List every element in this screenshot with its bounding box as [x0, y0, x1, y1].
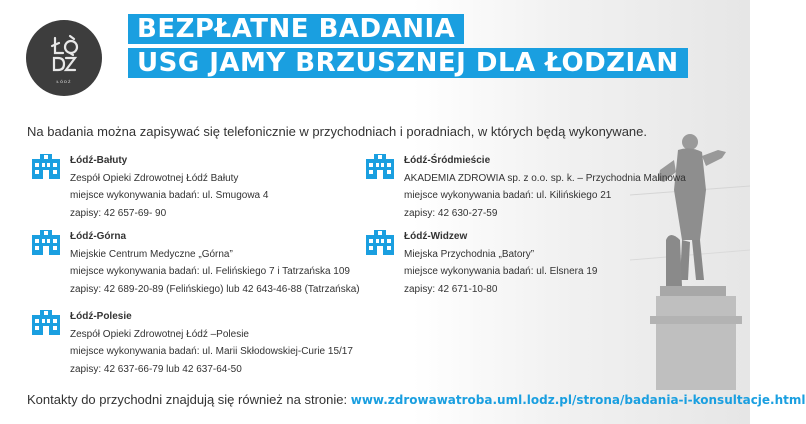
clinic-text [70, 228, 360, 298]
clinic-phone: zapisy: 42 637-66-79 lub 42 637-64-50 [70, 363, 242, 375]
clinic-phone: zapisy: 42 630-27-59 [404, 207, 498, 219]
clinic-place: miejsce wykonywania badań: ul. Kilińskiego 21 [404, 190, 612, 201]
clinic-place: miejsce wykonywania badań: ul. Smugowa 4 [70, 190, 269, 201]
clinic-name: AKADEMIA ZDROWIA sp. z o.o. sp. k. – Przychodnia Malinowa [404, 172, 686, 184]
clinic-place: miejsce wykonywania badań: ul. Elsnera 19 [404, 266, 598, 277]
clinic-text [70, 152, 268, 222]
statue-image [630, 90, 750, 390]
intro-text: Na badania można zapisywać się telefonicznie w przychodniach i poradniach, w których będą wykonywane. [27, 124, 648, 139]
title-line-2: USG JAMY BRZUSZNEJ DLA ŁODZIAN [128, 48, 688, 78]
building-icon [366, 229, 394, 255]
building-icon [32, 229, 60, 255]
clinic-text [404, 152, 686, 222]
footer [27, 392, 806, 407]
clinic-district: Łódź-Bałuty [70, 155, 128, 166]
clinic-district: Łódź-Górna [70, 231, 127, 242]
title-line-1: BEZPŁATNE BADANIA [128, 14, 464, 44]
clinic-phone: zapisy: 42 657-69- 90 [70, 207, 167, 219]
logo-caption: ŁÓDŹ [56, 79, 72, 84]
website-link[interactable]: www.zdrowawatroba.uml.lodz.pl/strona/badania-i-konsultacje.html [350, 393, 806, 407]
clinic-district: Łódź-Widzew [404, 231, 468, 242]
clinic-name: Zespół Opieki Zdrowotnej Łódź –Polesie [70, 328, 249, 340]
building-icon [366, 153, 394, 179]
clinic-name: Miejska Przychodnia „Batory” [404, 248, 535, 260]
clinic-district: Łódź-Śródmieście [404, 155, 491, 166]
clinic-name: Miejskie Centrum Medyczne „Górna” [70, 248, 233, 260]
clinic-place: miejsce wykonywania badań: ul. Felińskiego 7 i Tatrzańska 109 [70, 266, 350, 277]
clinic-place: miejsce wykonywania badań: ul. Marii Skłodowskiej-Curie 15/17 [70, 346, 353, 357]
lodz-logo-mark [26, 20, 102, 96]
lodz-logo [26, 20, 102, 96]
building-icon [32, 309, 60, 335]
building-icon [32, 153, 60, 179]
clinic-text [70, 308, 353, 378]
clinic-phone: zapisy: 42 689-20-89 (Felińskiego) lub 42 643-46-88 (Tatrzańska) [70, 283, 360, 295]
clinic-phone: zapisy: 42 671-10-80 [404, 283, 498, 295]
footer-text: Kontakty do przychodni znajdują się również na stronie: [27, 392, 351, 407]
clinic-text [404, 228, 597, 298]
clinic-district: Łódź-Polesie [70, 311, 132, 322]
clinic-name: Zespół Opieki Zdrowotnej Łódź Bałuty [70, 172, 239, 184]
